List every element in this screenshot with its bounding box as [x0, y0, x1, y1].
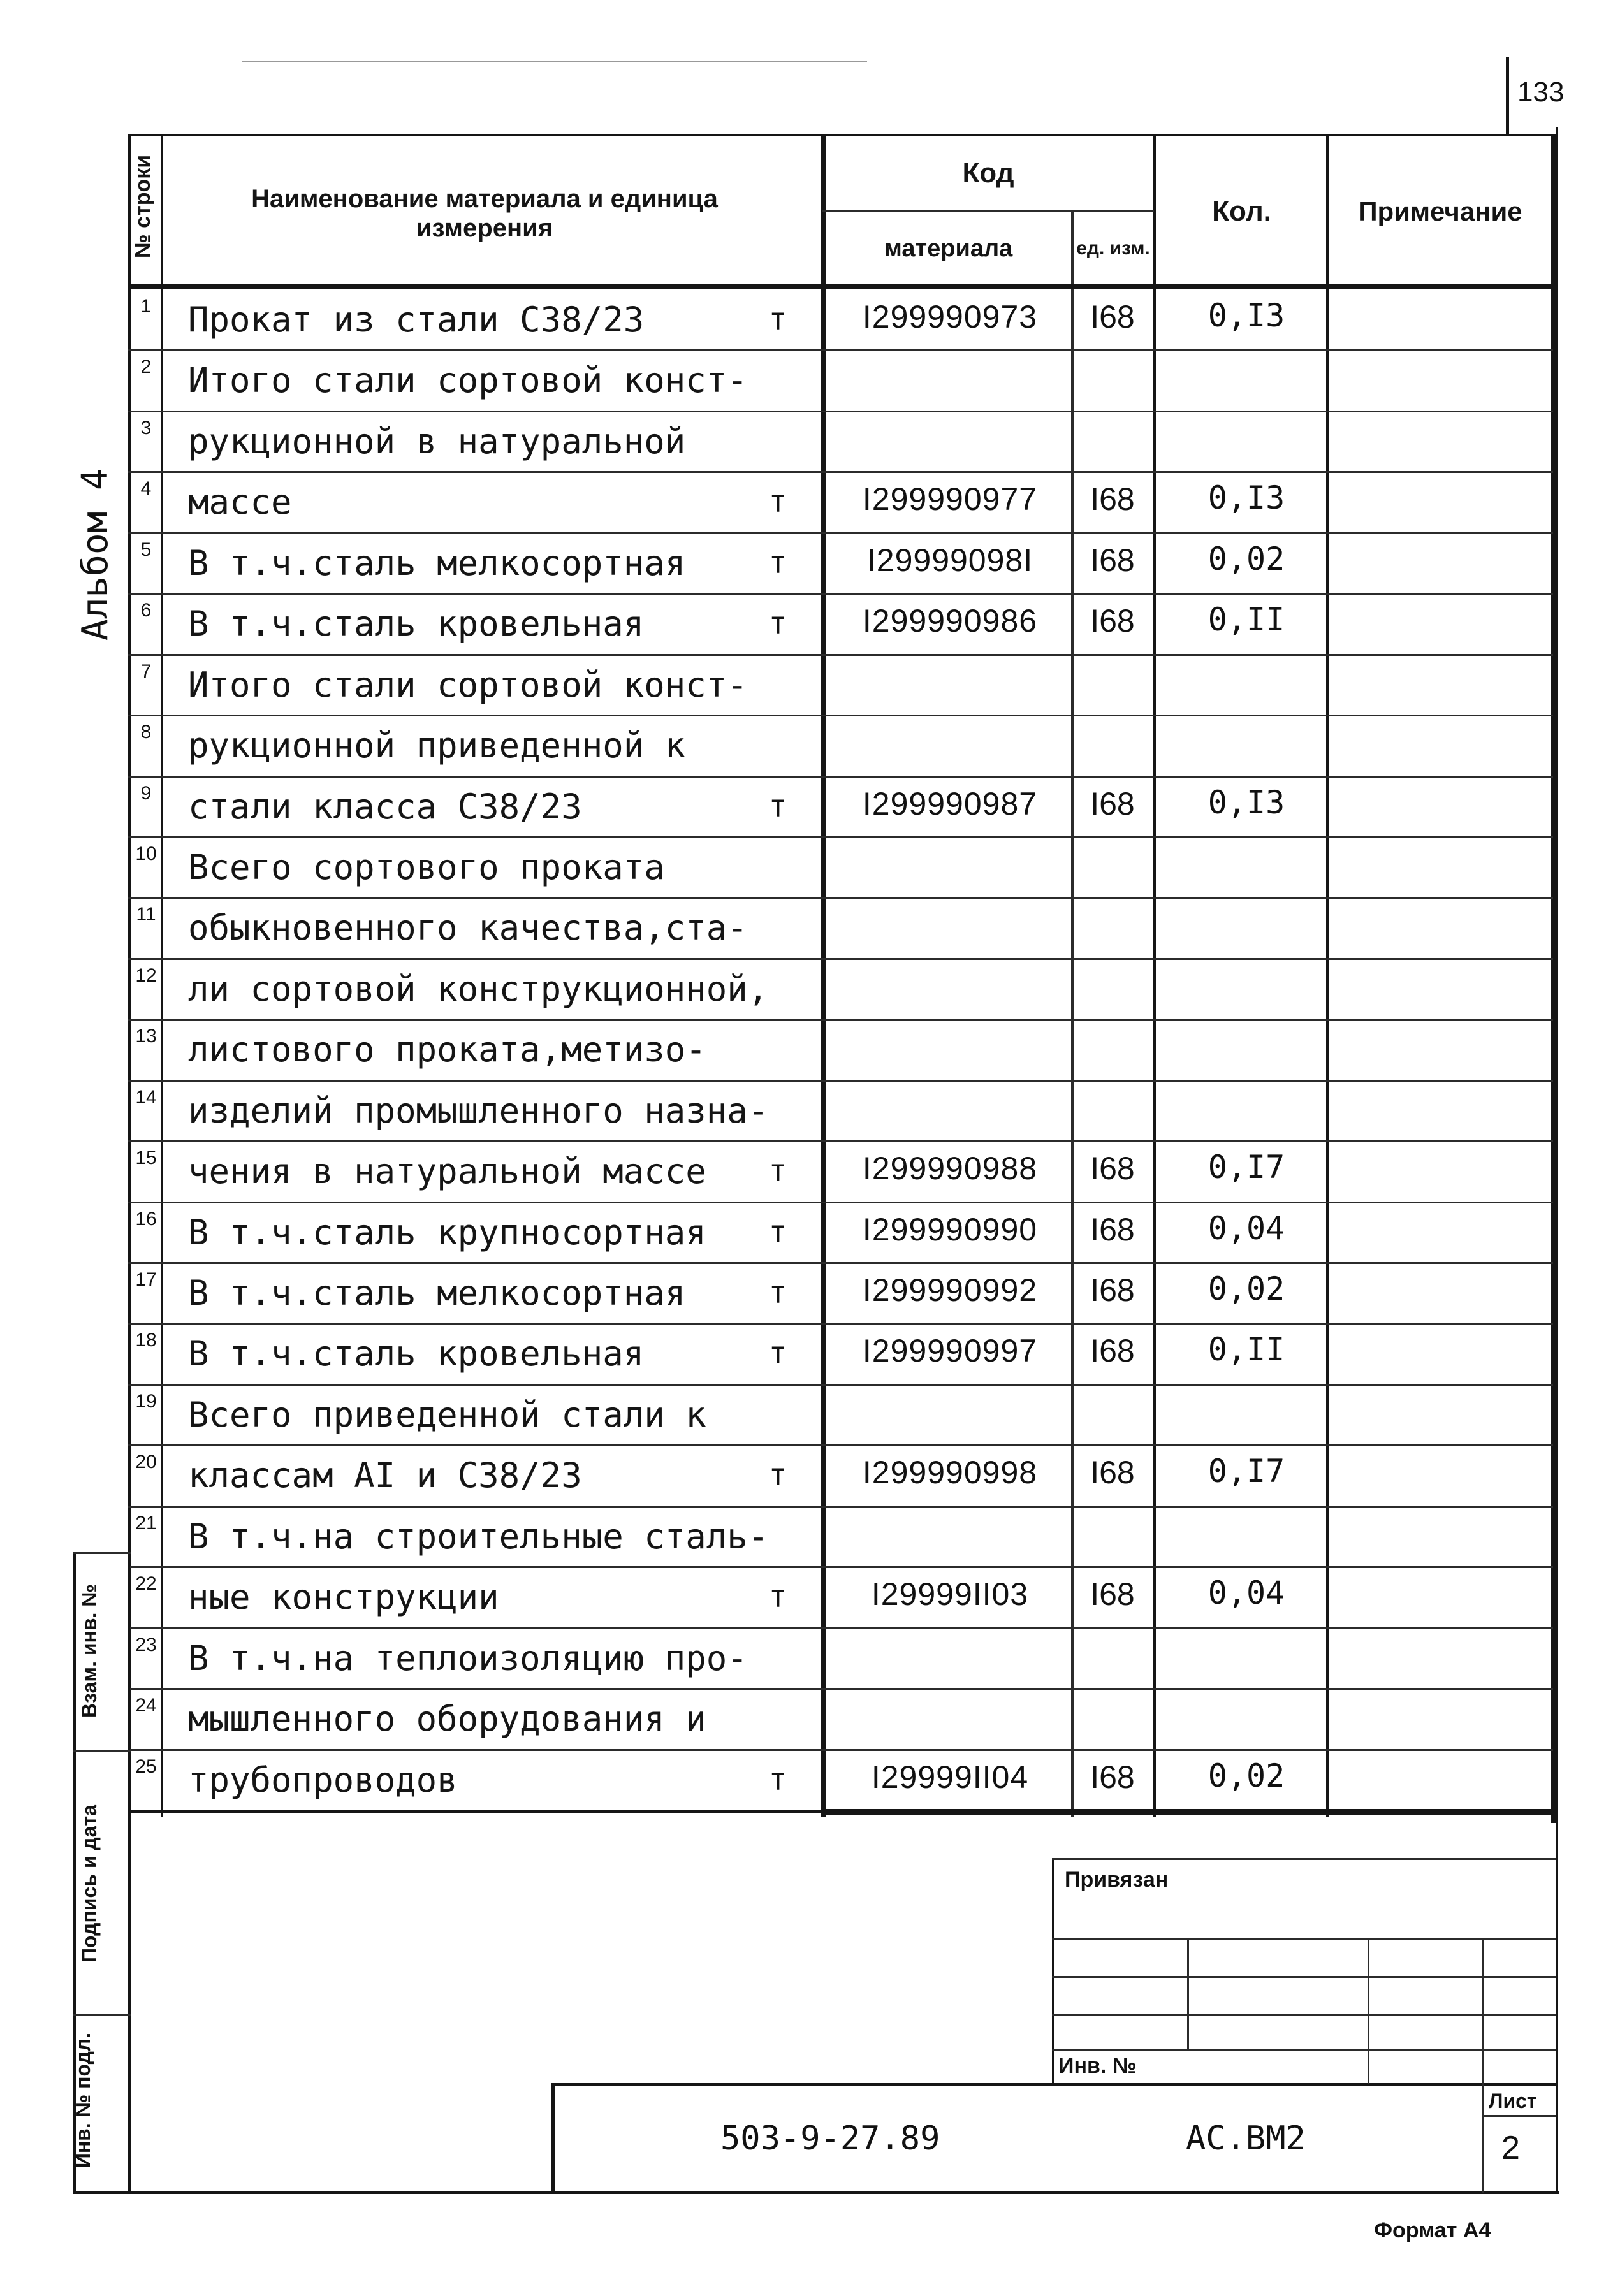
row-unit-code: [1074, 834, 1151, 895]
row-number: 12: [135, 964, 157, 986]
row-qty: [1160, 1381, 1332, 1441]
stamp-split-v: [128, 1552, 130, 2193]
row-code: [829, 347, 1071, 408]
row-unit-code: I68: [1090, 299, 1135, 335]
tb-privyazan-h1: [1052, 1938, 1556, 1940]
row-number: 19: [135, 1390, 157, 1412]
row-qty: 0,04: [1208, 1574, 1285, 1612]
row-name: Всего сортового проката: [188, 846, 665, 887]
stamp-vzam-inv: Взам. инв. №: [78, 1584, 101, 1718]
row-name: рукционной в натуральной: [188, 421, 686, 461]
header-top: [128, 134, 1556, 136]
row-name: изделий промышленного назна-: [188, 1090, 769, 1131]
tb-privyazan-h2: [1052, 1976, 1556, 1978]
row-name: В т.ч.сталь мелкосортная: [188, 1273, 686, 1314]
row-divider: [128, 1749, 1553, 1751]
row-number: 5: [140, 539, 152, 560]
row-number: 6: [140, 600, 152, 621]
row-unit-code: [1074, 347, 1151, 408]
row-code: I299990988: [862, 1151, 1038, 1187]
row-unit: [752, 1019, 803, 1080]
stamp-h1: [73, 1750, 131, 1752]
row-unit: т: [768, 1579, 787, 1615]
row-divider: [128, 897, 1553, 899]
tb-privyazan-v3: [1482, 1938, 1484, 2193]
row-divider: [128, 1566, 1553, 1568]
header-code-material: материала: [884, 235, 1013, 262]
header-qty: Кол.: [1212, 196, 1271, 228]
row-unit-code: [1074, 1686, 1151, 1747]
row-unit: т: [768, 484, 787, 520]
row-name: В т.ч.сталь мелкосортная: [188, 542, 686, 583]
row-number: 25: [135, 1755, 157, 1777]
row-number: 15: [135, 1147, 157, 1169]
frame-ued-right: [1153, 134, 1156, 1817]
row-qty: 0,I7: [1208, 1453, 1285, 1490]
row-divider: [128, 532, 1553, 534]
row-divider: [128, 776, 1553, 778]
row-name: чения в натуральной массе: [188, 1151, 706, 1192]
header-code: Код: [962, 157, 1014, 189]
row-name: Итого стали сортовой конст-: [188, 360, 748, 401]
row-divider: [128, 1202, 1553, 1203]
row-divider: [128, 836, 1553, 838]
row-unit-code: [1074, 1017, 1151, 1077]
row-code: I299990990: [862, 1211, 1038, 1247]
top-right-tick: [1506, 57, 1509, 134]
row-number: 4: [140, 478, 152, 500]
row-unit-code: [1074, 895, 1151, 955]
row-code: I299990998: [862, 1455, 1038, 1491]
row-qty: [1160, 346, 1332, 407]
row-number: 20: [135, 1451, 157, 1473]
tb-sheet-label: Лист: [1489, 2089, 1537, 2112]
row-qty: [1160, 1624, 1332, 1685]
row-divider: [128, 1506, 1553, 1508]
row-unit: т: [768, 1761, 787, 1798]
row-qty: 0,I3: [1208, 479, 1285, 517]
row-code: I29999II04: [871, 1759, 1029, 1795]
row-number: 22: [135, 1573, 157, 1595]
row-number: 2: [140, 356, 152, 378]
stamp-inv-podl: Инв. № подл.: [71, 2032, 94, 2169]
row-unit-code: [1074, 1382, 1151, 1442]
row-number: 16: [135, 1208, 157, 1230]
row-number: 23: [135, 1634, 157, 1655]
row-name: трубопроводов: [188, 1759, 458, 1800]
row-unit-code: I68: [1090, 1151, 1135, 1187]
row-name: В т.ч.на строительные сталь-: [188, 1516, 769, 1557]
row-code: [829, 1625, 1071, 1686]
row-number: 14: [135, 1086, 157, 1108]
row-name: классам АI и С38/23: [188, 1455, 582, 1496]
row-divider: [128, 1080, 1553, 1082]
row-unit-code: [1074, 956, 1151, 1017]
row-name: В т.ч.сталь крупносортная: [188, 1212, 706, 1253]
row-divider: [128, 349, 1553, 351]
row-divider: [128, 1627, 1553, 1629]
row-qty: [1160, 1077, 1332, 1137]
header-name: Наименование материала и единица измерения: [251, 185, 718, 242]
row-name: ли сортовой конструкционной,: [188, 968, 769, 1009]
tb-privyazan-v2: [1368, 1938, 1369, 2084]
stamp-podpis-data: Подпись и дата: [78, 1805, 101, 1963]
row-code: [829, 956, 1071, 1017]
row-number: 8: [140, 722, 152, 743]
row-divider: [128, 1262, 1553, 1264]
row-qty: 0,I3: [1208, 297, 1285, 334]
row-name: рукционной приведенной к: [188, 725, 686, 766]
row-unit: [752, 350, 803, 411]
row-name: массе: [188, 482, 292, 523]
row-unit-code: [1074, 713, 1151, 773]
row-number: 11: [136, 904, 156, 926]
row-name: обыкновенного качества,ста-: [188, 908, 748, 948]
tb-doc-code: АС.ВМ2: [1186, 2119, 1306, 2158]
row-unit-code: [1074, 409, 1151, 469]
row-number: 21: [135, 1512, 157, 1534]
row-code: I29999098I: [866, 542, 1033, 578]
row-code: [829, 1686, 1071, 1747]
row-qty: 0,04: [1208, 1209, 1285, 1247]
row-name: стали класса С38/23: [188, 786, 582, 827]
row-code: I299990973: [862, 299, 1038, 335]
row-unit-code: [1074, 1078, 1151, 1138]
row-number: 13: [135, 1026, 157, 1047]
row-code: [829, 1504, 1071, 1564]
row-unit-code: I68: [1090, 542, 1135, 578]
tb-privyazan-top: [1052, 1858, 1556, 1860]
row-unit-code: I68: [1090, 785, 1135, 822]
row-divider: [128, 1444, 1553, 1446]
header-row-no: № строки: [131, 154, 156, 259]
tb-privyazan-v1: [1187, 1938, 1189, 2049]
row-unit: т: [768, 1214, 787, 1250]
row-unit: [752, 1384, 803, 1445]
row-divider: [128, 411, 1553, 412]
tb-privyazan-h3: [1052, 2014, 1556, 2016]
row-unit: [752, 1689, 803, 1749]
row-unit: [752, 897, 803, 958]
table-bottom: [821, 1809, 1556, 1815]
row-divider: [128, 593, 1553, 595]
row-code: [829, 1078, 1071, 1138]
row-unit: [752, 655, 803, 715]
row-name: ные конструкции: [188, 1577, 499, 1618]
row-number: 3: [140, 417, 152, 439]
header-note: Примечание: [1358, 196, 1522, 227]
row-number: 10: [135, 843, 157, 864]
row-code: I299990977: [862, 481, 1038, 518]
frame-note-right: [1551, 134, 1556, 1823]
header-code-unit: ед. изм.: [1076, 238, 1150, 259]
row-unit: [752, 837, 803, 897]
row-qty: 0,02: [1208, 1757, 1285, 1794]
row-name: В т.ч.сталь кровельная: [188, 1333, 645, 1374]
row-unit-code: I68: [1090, 1759, 1135, 1795]
row-code: [829, 713, 1071, 773]
row-qty: [1160, 407, 1332, 468]
row-unit-code: I68: [1090, 1272, 1135, 1309]
row-code: [829, 1017, 1071, 1077]
row-unit-code: I68: [1090, 603, 1135, 639]
row-code: [829, 1382, 1071, 1442]
row-code: [829, 895, 1071, 955]
row-unit: т: [768, 544, 787, 581]
row-unit: т: [768, 1275, 787, 1311]
row-unit-code: I68: [1090, 1333, 1135, 1369]
row-divider: [128, 1323, 1553, 1325]
row-unit-code: I68: [1090, 1455, 1135, 1491]
album-label: Альбом 4: [75, 469, 116, 641]
row-divider: [128, 958, 1553, 960]
row-divider: [128, 715, 1553, 716]
row-code: I299990987: [862, 785, 1038, 822]
row-unit: [752, 1506, 803, 1567]
row-unit-code: [1074, 652, 1151, 713]
row-name: листового проката,метизо-: [188, 1029, 706, 1070]
format-label: Формат А4: [1374, 2218, 1491, 2242]
row-divider: [128, 1140, 1553, 1142]
row-qty: [1160, 894, 1332, 954]
row-name: В т.ч.сталь кровельная: [188, 604, 645, 644]
header-code-divider: [822, 210, 1154, 212]
row-unit: [752, 1080, 803, 1141]
row-unit: [752, 411, 803, 472]
row-qty: 0,02: [1208, 540, 1285, 578]
row-unit-code: [1074, 1504, 1151, 1564]
row-code: I299990997: [862, 1333, 1038, 1369]
row-code: [829, 834, 1071, 895]
row-qty: 0,II: [1208, 601, 1285, 639]
stamp-bottom: [73, 2191, 1559, 2194]
row-qty: [1160, 651, 1332, 711]
row-qty: [1160, 955, 1332, 1015]
sheet-number-top: 133: [1517, 76, 1565, 108]
top-dash-line: [242, 61, 867, 62]
row-unit: [752, 1628, 803, 1689]
row-unit-code: I68: [1090, 1576, 1135, 1613]
row-unit-code: [1074, 1625, 1151, 1686]
row-number: 7: [140, 660, 152, 682]
stamp-top: [73, 1552, 131, 1554]
row-number: 18: [135, 1330, 157, 1351]
row-unit: т: [768, 1153, 787, 1189]
row-unit: [752, 959, 803, 1019]
row-unit: [752, 715, 803, 776]
tb-privyazan: Привязан: [1065, 1868, 1169, 1892]
frame-code-right: [1071, 210, 1074, 1817]
tb-inv-no: Инв. №: [1058, 2054, 1137, 2078]
row-qty: [1160, 1015, 1332, 1076]
row-divider: [128, 1019, 1553, 1021]
row-qty: 0,I3: [1208, 783, 1285, 821]
row-name: В т.ч.на теплоизоляцию про-: [188, 1638, 748, 1678]
row-number: 9: [140, 782, 152, 804]
table-bottom-left: [128, 1810, 822, 1813]
row-number: 17: [135, 1269, 157, 1291]
row-unit: т: [768, 788, 787, 824]
row-qty: [1160, 1502, 1332, 1563]
row-code: [829, 409, 1071, 469]
row-code: I299990986: [862, 603, 1038, 639]
row-name: Итого стали сортовой конст-: [188, 664, 748, 705]
row-divider: [128, 471, 1553, 473]
row-qty: 0,II: [1208, 1331, 1285, 1369]
row-code: [829, 652, 1071, 713]
tb-main-left: [551, 2083, 555, 2193]
row-unit: т: [768, 606, 787, 642]
tb-privyazan-h4: [1052, 2049, 1556, 2051]
row-qty: 0,I7: [1208, 1149, 1285, 1186]
row-divider: [128, 1384, 1553, 1386]
row-qty: [1160, 1685, 1332, 1745]
row-unit: т: [768, 302, 787, 337]
frame-page-right: [1556, 127, 1558, 2193]
tb-sheet-h: [1482, 2115, 1556, 2117]
row-unit: т: [768, 1335, 787, 1372]
row-code: I299990992: [862, 1272, 1038, 1309]
row-code: I29999II03: [871, 1576, 1029, 1613]
tb-sheet-value: 2: [1501, 2130, 1520, 2167]
row-name: мышленного оборудования и: [188, 1699, 706, 1740]
row-unit-code: I68: [1090, 481, 1135, 518]
row-name: Всего приведенной стали к: [188, 1394, 706, 1435]
row-divider: [128, 654, 1553, 656]
row-number: 1: [140, 296, 152, 317]
row-qty: 0,02: [1208, 1270, 1285, 1308]
tb-doc-number: 503-9-27.89: [720, 2119, 940, 2158]
row-name: Прокат из стали С38/23: [188, 300, 645, 340]
row-unit: т: [768, 1457, 787, 1493]
row-unit-code: I68: [1090, 1211, 1135, 1247]
row-qty: [1160, 711, 1332, 772]
row-number: 24: [135, 1695, 157, 1717]
row-divider: [128, 1688, 1553, 1690]
row-qty: [1160, 833, 1332, 894]
